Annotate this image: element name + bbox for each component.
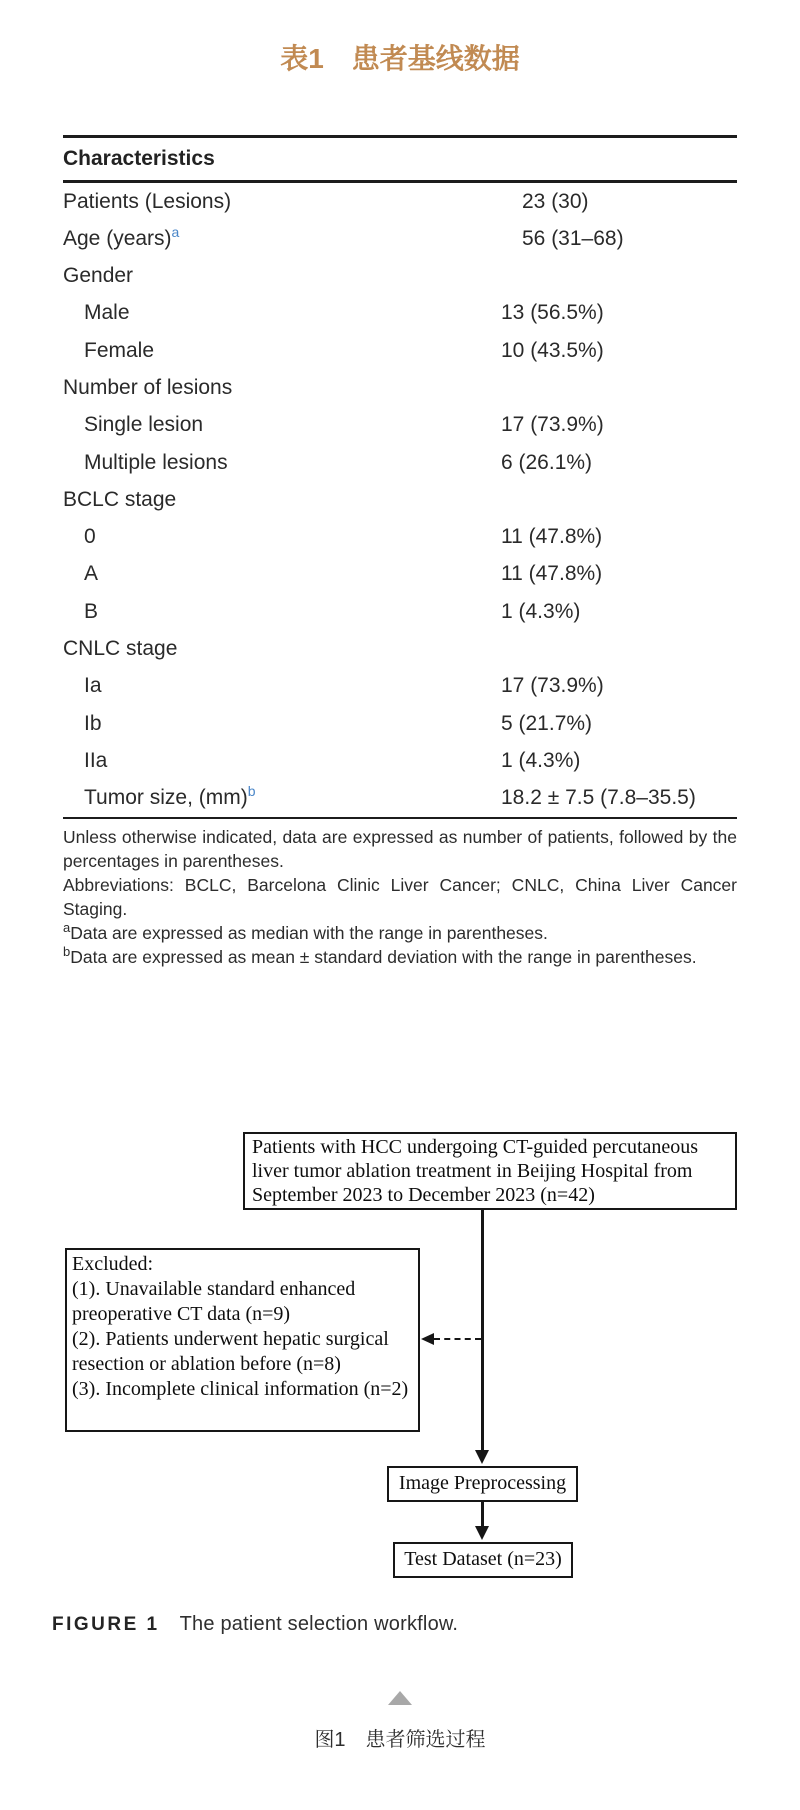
figure-caption-cn: 图1 患者筛选过程	[314, 1729, 486, 1751]
arrow-left-icon	[421, 1333, 434, 1345]
table-row	[63, 294, 737, 331]
row-label: Patients (Lesions)	[63, 189, 232, 213]
excluded-item: (3). Incomplete clinical information (n=2)	[72, 1378, 409, 1400]
table-row	[63, 481, 737, 518]
table-header: Characteristics	[63, 146, 215, 170]
table-row	[63, 257, 737, 294]
row-value: 17 (73.9%)	[501, 413, 604, 437]
table-row	[63, 332, 737, 369]
row-value: 1 (4.3%)	[501, 748, 581, 772]
arrow-down-icon	[475, 1526, 489, 1540]
footnote-text: Abbreviations: BCLC, Barcelona Clinic Liver Cancer; CNLC, China Liver Cancer Staging.	[63, 875, 737, 920]
flow-connector-line	[481, 1210, 484, 1452]
footnote	[63, 921, 737, 945]
row-label: Ia	[84, 674, 102, 698]
baseline-characteristics-table	[63, 135, 737, 969]
row-label: Ib	[84, 711, 102, 735]
footnote-text: Data are expressed as mean ± standard deviation with the range in parentheses.	[70, 947, 697, 968]
row-label: Tumor size, (mm)	[84, 786, 248, 810]
excluded-item: (1). Unavailable standard enhanced preoperative CT data (n=9)	[72, 1278, 356, 1325]
excluded-title: Excluded:	[72, 1253, 154, 1275]
row-label: Female	[84, 338, 155, 362]
footnote-marker: b	[247, 783, 256, 800]
table-row	[63, 406, 737, 443]
footnote-marker: b	[63, 944, 71, 960]
row-label: Gender	[63, 264, 134, 288]
table-row	[63, 593, 737, 630]
row-label: A	[84, 562, 99, 586]
table-title-cn: 表1 患者基线数据	[280, 43, 520, 74]
row-value: 18.2 ± 7.5 (7.8–35.5)	[501, 786, 696, 810]
row-label: B	[84, 599, 99, 623]
footnote-text: Unless otherwise indicated, data are expressed as number of patients, followed by the percentages in parentheses.	[63, 827, 737, 872]
table-row	[63, 183, 737, 220]
excluded-item: (2). Patients underwent hepatic surgical resection or ablation before (n=8)	[72, 1328, 389, 1375]
excluded-items	[72, 1277, 413, 1402]
table-row	[63, 444, 737, 481]
table-row	[63, 630, 737, 667]
arrow-down-icon	[475, 1450, 489, 1464]
row-label: Single lesion	[84, 413, 204, 437]
row-value: 17 (73.9%)	[501, 674, 604, 698]
flowchart-test-dataset-box: Test Dataset (n=23)	[393, 1542, 573, 1578]
dashed-connector-line	[434, 1338, 481, 1340]
table-rows	[63, 183, 737, 817]
footnote-text: Data are expressed as median with the range in parentheses.	[70, 923, 548, 944]
row-value: 10 (43.5%)	[501, 338, 604, 362]
flow-connector-line	[481, 1502, 484, 1528]
table-row	[63, 705, 737, 742]
row-label: IIa	[84, 748, 108, 772]
row-value: 23 (30)	[522, 189, 589, 213]
row-value: 1 (4.3%)	[501, 599, 581, 623]
row-label: 0	[84, 525, 96, 549]
row-value: 13 (56.5%)	[501, 301, 604, 325]
table-row	[63, 518, 737, 555]
footnote-marker: a	[171, 223, 180, 240]
row-label: CNLC stage	[63, 637, 178, 661]
footnote	[63, 945, 737, 969]
row-label: Male	[84, 301, 130, 325]
table-row	[63, 555, 737, 592]
table-row	[63, 742, 737, 779]
figure-caption-label: FIGURE 1	[52, 1614, 160, 1635]
row-label: Number of lesions	[63, 375, 233, 399]
row-value: 56 (31–68)	[522, 226, 624, 250]
table-row	[63, 779, 737, 816]
footnote	[63, 873, 737, 921]
footnote-marker: a	[63, 920, 71, 936]
row-value: 11 (47.8%)	[501, 562, 603, 586]
figure-caption	[52, 1613, 752, 1636]
footnote	[63, 825, 737, 873]
table-row	[63, 220, 737, 257]
table-row	[63, 369, 737, 406]
flowchart-excluded-box	[65, 1248, 420, 1432]
row-value: 11 (47.8%)	[501, 525, 603, 549]
row-value: 6 (26.1%)	[501, 450, 593, 474]
row-label: Age (years)	[63, 226, 172, 250]
flowchart-population-box: Patients with HCC undergoing CT-guided percutaneous liver tumor ablation treatment in Beijing Hospital from September 2023 to December 2023 (n=42)	[243, 1132, 737, 1210]
flowchart-preprocessing-box: Image Preprocessing	[387, 1466, 578, 1502]
table-footnotes	[63, 819, 737, 969]
figure-caption-text: The patient selection workflow.	[179, 1613, 459, 1635]
separator-triangle-icon	[388, 1691, 412, 1705]
row-label: BCLC stage	[63, 487, 177, 511]
table-row	[63, 667, 737, 704]
row-label: Multiple lesions	[84, 450, 228, 474]
row-value: 5 (21.7%)	[501, 711, 593, 735]
